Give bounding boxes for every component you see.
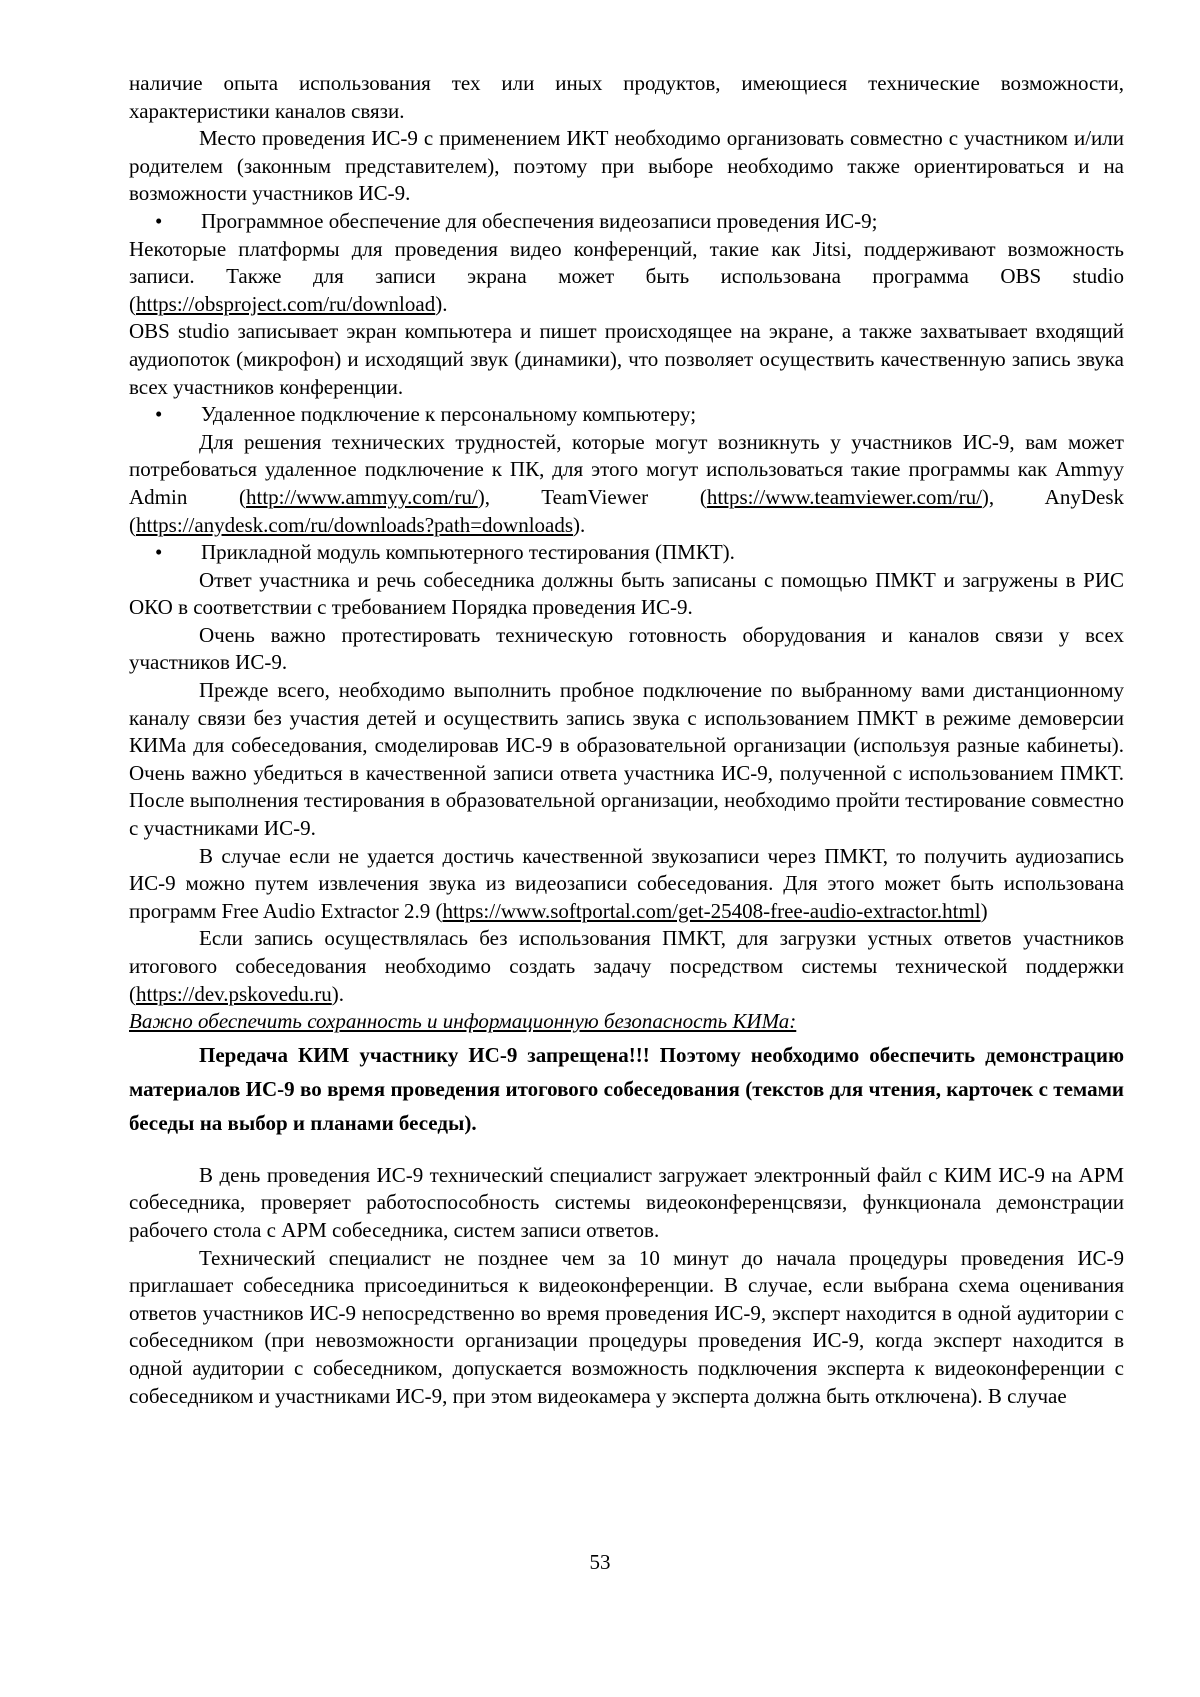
bullet-text: Программное обеспечение для обеспечения видеозаписи проведения ИС-9; xyxy=(201,208,878,233)
paragraph-9: В случае если не удается достичь качественной звукозаписи через ПМКТ, то получить аудиозапись ИС-9 можно путем извлечения звука из видеозаписи собеседования. Для этого может быть использована программ Free Audio Extractor 2.9 (https://www.softportal.com/get-25408-free-audio-extractor.html) xyxy=(129,843,1124,923)
spacer xyxy=(129,1140,1124,1162)
page-number: 53 xyxy=(589,1550,611,1574)
paragraph-1: наличие опыта использования тех или иных продуктов, имеющиеся технические возможности, характеристики каналов связи. xyxy=(129,71,1124,123)
bullet-item-pmkt xyxy=(129,539,1124,567)
ammyy-link[interactable]: http://www.ammyy.com/ru/ xyxy=(246,484,478,509)
bullet-text: Прикладной модуль компьютерного тестирования (ПМКТ). xyxy=(201,540,735,565)
pskovedu-link[interactable]: https://dev.pskovedu.ru xyxy=(136,981,332,1006)
softportal-link[interactable]: https://www.softportal.com/get-25408-free-audio-extractor.html xyxy=(442,898,981,923)
paragraph-8: Прежде всего, необходимо выполнить пробное подключение по выбранному вами дистанционному каналу связи без участия детей и осуществить запись звука с использованием ПМКТ в режиме демоверсии КИМа для собеседования, смоделировав ИС-9 в образовательной организации (используя разные кабинеты). Очень важно убедиться в качественной записи ответа участника ИС-9, полученной с использованием ПМКТ. После выполнения тестирования в образовательной организации, необходимо пройти тестирование совместно с участниками ИС-9. xyxy=(129,678,1124,841)
anydesk-link[interactable]: https://anydesk.com/ru/downloads?path=downloads xyxy=(136,512,574,537)
paragraph-4: OBS studio записывает экран компьютера и пишет происходящее на экране, а также захватывает входящий аудиопоток (микрофон) и исходящий звук (динамики), что позволяет осуществить качественную запись звука всех участников конференции. xyxy=(129,319,1124,399)
obs-link[interactable]: https://obsproject.com/ru/download xyxy=(136,291,436,316)
bullet-icon: • xyxy=(155,540,163,565)
paragraph-14: Технический специалист не позднее чем за 10 минут до начала процедуры проведения ИС-9 приглашает собеседника присоединиться к видеоконференции. В случае, если выбрана схема оценивания ответов участников ИС-9 непосредственно во время проведения ИС-9, эксперт находится в одной аудитории с собеседником (при невозможности организации процедуры проведения ИС-9, когда эксперт находится в одной аудитории с собеседником, допускается возможность подключения эксперта к видеоконференции с собеседником и участниками ИС-9, при этом видеокамера у эксперта должна быть отключена). В случае xyxy=(129,1245,1124,1408)
warning-paragraph: Передача КИМ участнику ИС-9 запрещена!!! Поэтому необходимо обеспечить демонстрацию материалов ИС-9 во время проведения итогового собеседования (текстов для чтения, карточек с темами беседы на выбор и планами беседы). xyxy=(129,1042,1124,1135)
paragraph-13: В день проведения ИС-9 технический специалист загружает электронный файл с КИМ ИС-9 на АРМ собеседника, проверяет работоспособность системы видеоконференцсвязи, функционала демонстрации рабочего стола с АРМ собеседника, систем записи ответов. xyxy=(129,1162,1124,1242)
bullet-text: Удаленное подключение к персональному компьютеру; xyxy=(201,402,697,427)
document-page xyxy=(129,70,1124,1410)
paragraph-6: Ответ участника и речь собеседника должны быть записаны с помощью ПМКТ и загружены в РИС ОКО в соответствии с требованием Порядка проведения ИС-9. xyxy=(129,567,1124,620)
teamviewer-link[interactable]: https://www.teamviewer.com/ru/ xyxy=(706,484,982,509)
bullet-item-remote xyxy=(129,401,1124,429)
paragraph-7: Очень важно протестировать техническую готовность оборудования и каналов связи у всех участников ИС-9. xyxy=(129,622,1124,675)
paragraph-2: Место проведения ИС-9 с применением ИКТ необходимо организовать совместно с участником и/или родителем (законным представителем), поэтому при выборе необходимо также ориентироваться и на возможности участников ИС-9. xyxy=(129,126,1124,206)
bullet-icon: • xyxy=(155,208,163,233)
security-note-heading: Важно обеспечить сохранность и информационную безопасность КИМа: xyxy=(129,1009,797,1034)
paragraph-3: Некоторые платформы для проведения видео конференций, такие как Jitsi, поддерживают возможность записи. Также для записи экрана может быть использована программа OBS studio (https://obsproject.com/ru/download). xyxy=(129,236,1124,316)
paragraph-10: Если запись осуществлялась без использования ПМКТ, для загрузки устных ответов участников итогового собеседования необходимо создать задачу посредством системы технической поддержки (https://dev.pskovedu.ru). xyxy=(129,926,1124,1006)
bullet-item-software xyxy=(129,208,1124,236)
paragraph-5: Для решения технических трудностей, которые могут возникнуть у участников ИС-9, вам может потребоваться удаленное подключение к ПК, для этого могут использоваться такие программы как Ammyy Admin (http://www.ammyy.com/ru/), TeamViewer (https://www.teamviewer.com/ru/), AnyDesk (https://anydesk.com/ru/downloads?path=downloads). xyxy=(129,429,1124,537)
bullet-icon: • xyxy=(155,402,163,427)
